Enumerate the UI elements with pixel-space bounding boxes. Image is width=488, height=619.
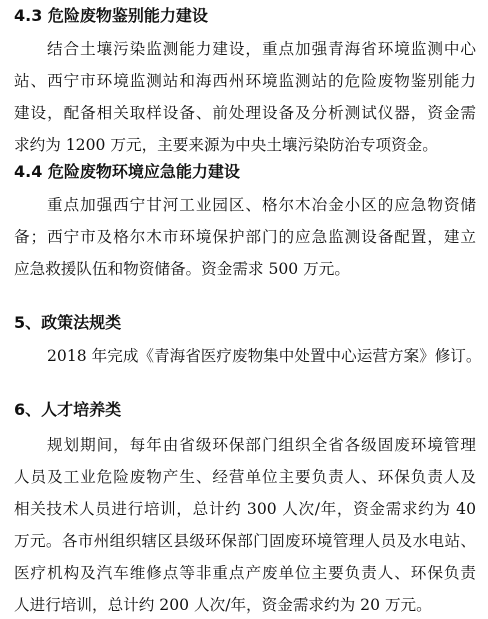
section-heading-5: 5、政策法规类 xyxy=(14,313,122,332)
paragraph-line: 2018 年完成《青海省医疗废物集中处置中心运营方案》修订。 xyxy=(47,347,482,365)
paragraph-line: 人员及工业危险废物产生、经营单位主要负责人、环保负责人及 xyxy=(14,468,476,486)
paragraph-line: 医疗机构及汽车维修点等非重点产废单位主要负责人、环保负责 xyxy=(14,564,476,582)
paragraph-line: 相关技术人员进行培训，总计约 300 人次/年，资金需求约为 40 xyxy=(14,500,476,518)
paragraph-line: 站、西宁市环境监测站和海西州环境监测站的危险废物鉴别能力 xyxy=(14,72,476,90)
section-heading-6: 6、人才培养类 xyxy=(14,400,122,419)
paragraph-line: 人进行培训，总计约 200 人次/年，资金需求约为 20 万元。 xyxy=(14,596,432,614)
paragraph-line: 备；西宁市及格尔木市环境保护部门的应急监测设备配置，建立 xyxy=(14,228,476,246)
paragraph-line: 规划期间，每年由省级环保部门组织全省各级固废环境管理 xyxy=(47,436,476,454)
section-heading-4-4: 4.4 危险废物环境应急能力建设 xyxy=(14,162,240,181)
section-heading-4-3: 4.3 危险废物鉴别能力建设 xyxy=(14,6,208,25)
paragraph-line: 万元。各市州组织辖区县级环保部门固废环境管理人员及水电站、 xyxy=(14,532,476,550)
paragraph-line: 结合土壤污染监测能力建设，重点加强青海省环境监测中心 xyxy=(47,40,476,58)
paragraph-line: 求约为 1200 万元，主要来源为中央土壤污染防治专项资金。 xyxy=(14,136,438,154)
paragraph-line: 重点加强西宁甘河工业园区、格尔木冶金小区的应急物资储 xyxy=(47,196,476,214)
paragraph-line: 应急救援队伍和物资储备。资金需求 500 万元。 xyxy=(14,260,350,278)
paragraph-line: 建设，配备相关取样设备、前处理设备及分析测试仪器，资金需 xyxy=(14,104,476,122)
